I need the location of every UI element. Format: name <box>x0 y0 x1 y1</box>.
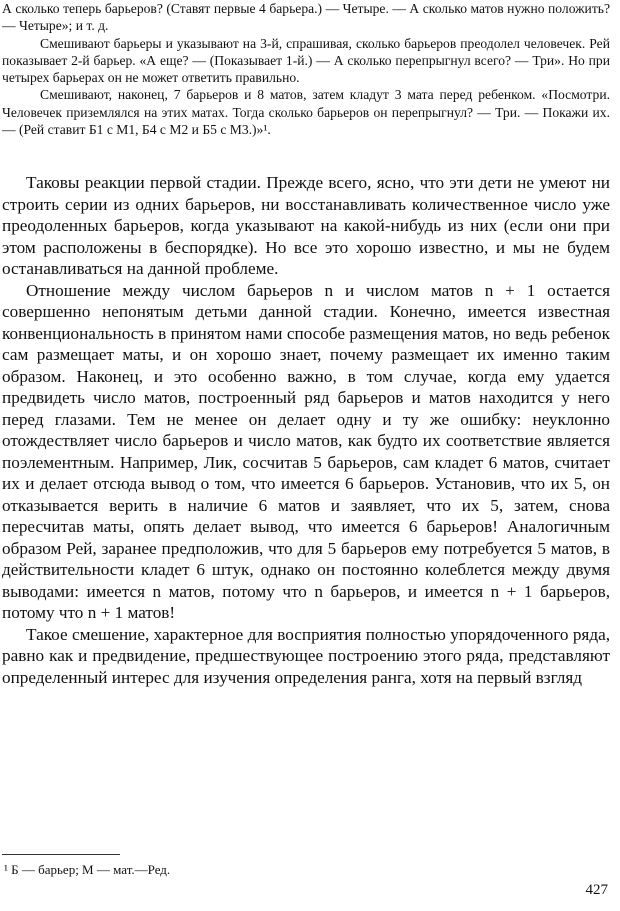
body-paragraph-2: Отношение между числом барьеров n и числом матов n + 1 остается совершенно непонятым детьми данной стадии. Конечно, имеется известная конвенциональность в принятом нами способе размещения матов, но ведь ребенок сам размещает маты, и он хорошо знает, почему размещает их именно таким образом. Наконец, и это особенно важно, в том случае, когда ему удается предвидеть число матов, построенный ряд барьеров и матов находится у него перед глазами. Тем не менее он делает одну и ту же ошибку: неуклонно отождествляет число барьеров и число матов, как будто их соответствие является поэлементным. Например, Лик, сосчитав 5 барьеров, сам кладет 6 матов, считает их и делает отсюда вывод о том, что имеется 6 барьеров. Установив, что их 5, он отказывается верить в наличие 6 матов и заявляет, что их 5, затем, снова пересчитав маты, опять делает вывод, что имеется 6 барьеров! Аналогичным образом Рей, заранее предположив, что для 5 барьеров ему потребуется 5 матов, в действительности кладет 6 штук, однако он постоянно колеблется между двумя выводами: имеется n матов, потому что n барьеров, и имеется n + 1 барьеров, потому что n + 1 матов! <box>2 280 610 623</box>
body-paragraph-3: Такое смешение, характерное для восприятия полностью упорядоченного ряда, равно как и предвидение, предшествующее построению этого ряда, представляют определенный интерес для изучения определения ранга, хотя на первый взгляд <box>2 624 610 687</box>
dialogue-paragraph-3: Смешивают, наконец, 7 барьеров и 8 матов, затем кладут 3 мата перед ребенком. «Посмотри. Человечек приземлялся на этих матах. Тогда сколько барьеров он перепрыгнул? — Три. — Покажи их. — (Рей ставит Б1 с М1, Б4 с М2 и Б5 с М3.)»¹. <box>2 87 610 138</box>
dialogue-paragraph-2: Смешивают барьеры и указывают на 3-й, спрашивая, сколько барьеров преодолел человечек. Рей показывает 2-й барьер. «А еще? — (Показывает 1-й.) — А сколько перепрыгнул всего? — Три». Но при четырех барьерах он не может ответить правильно. <box>2 35 610 86</box>
footnote: ¹ Б — барьер; М — мат.—Ред. <box>4 862 171 877</box>
page-number: 427 <box>585 882 608 898</box>
body-paragraph-1: Таковы реакции первой стадии. Прежде всего, ясно, что эти дети не умеют ни строить серии из одних барьеров, ни восстанавливать количественное число уже преодоленных барьеров, когда указывают на какой-нибудь из них (если они при этом расположены в беспорядке). Но все это хорошо известно, и мы не будем останавливаться на данной проблеме. <box>2 173 610 279</box>
footnote-rule <box>2 854 120 855</box>
dialogue-paragraph-1: А сколько теперь барьеров? (Ставят первые 4 барьера.) — Четыре. — А сколько матов нужно положить? — Четыре»; и т. д. <box>2 1 610 34</box>
section-gap <box>2 138 610 172</box>
